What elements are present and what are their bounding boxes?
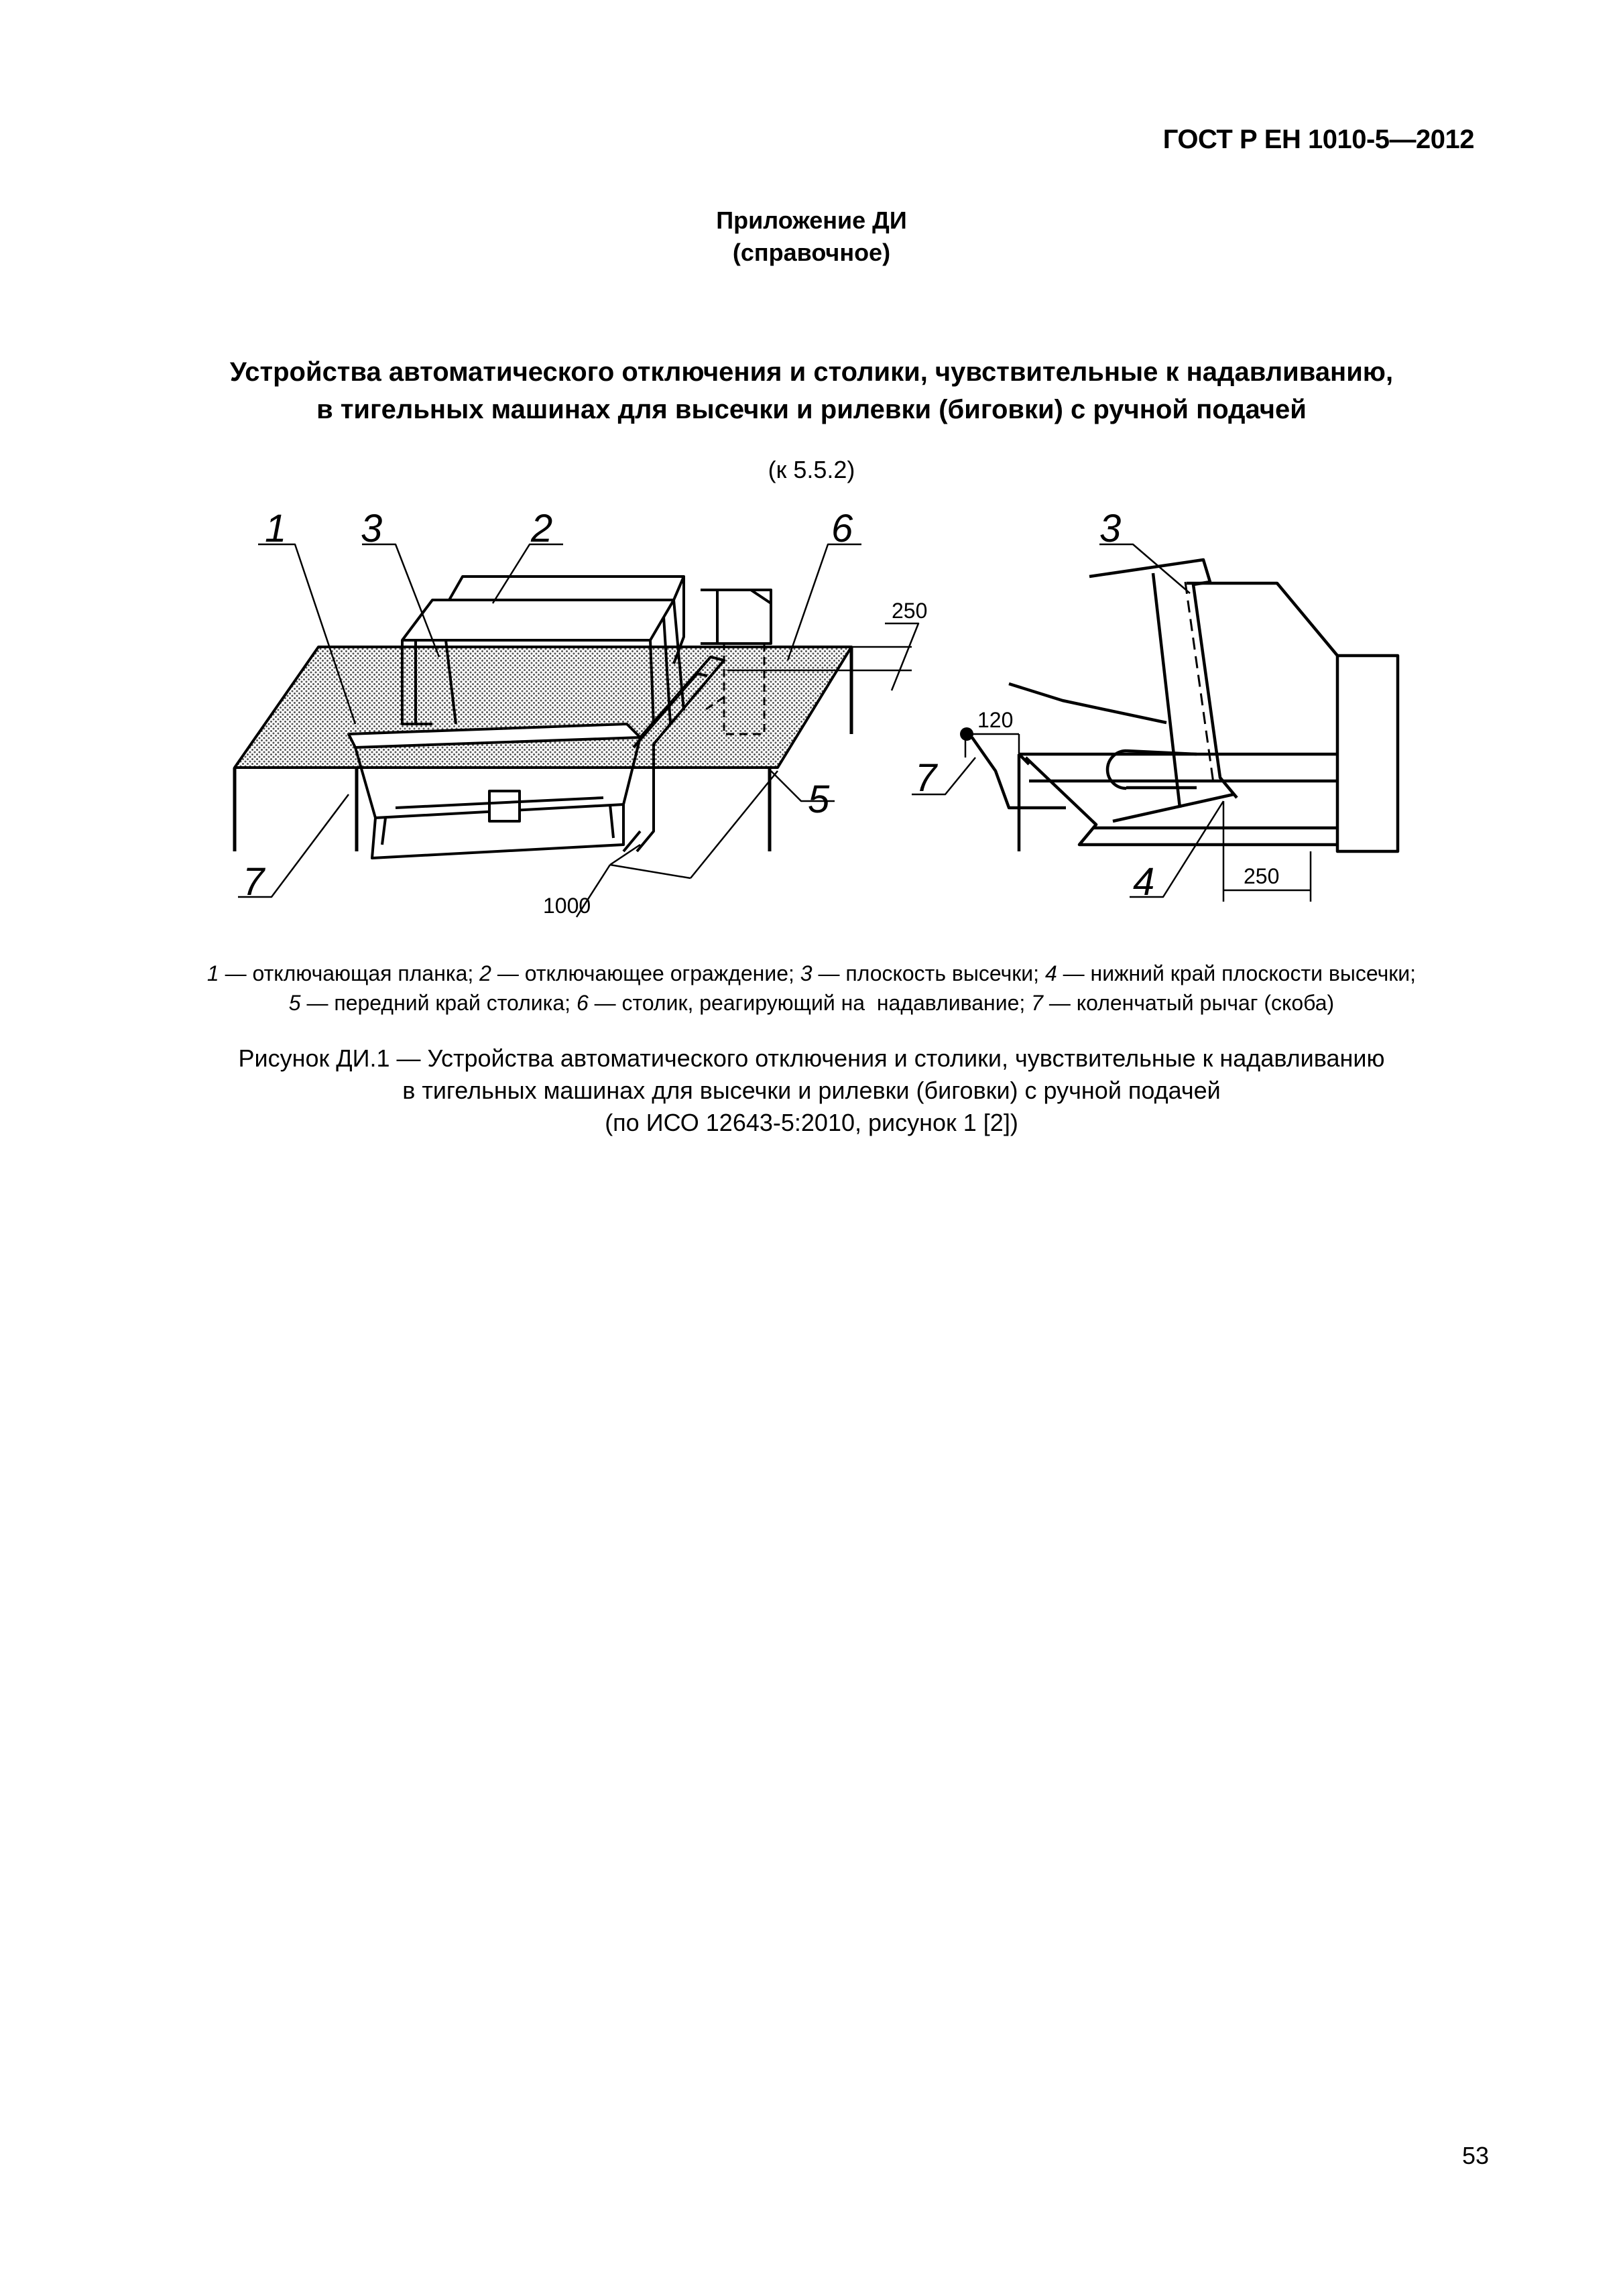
section-title-line2: в тигельных машинах для высечки и рилевки (биговки) с ручной подачей (316, 395, 1307, 424)
dim-250-top: 250 (892, 599, 928, 623)
dim-1000: 1000 (543, 894, 591, 918)
figure-legend (0, 959, 1623, 1018)
right-label-7: 7 (915, 756, 937, 800)
figure-caption-line3: (по ИСО 12643-5:2010, рисунок 1 [2]) (605, 1109, 1018, 1136)
figure-drawing (0, 0, 1623, 952)
figure-caption-line1: Рисунок ДИ.1 — Устройства автоматического отключения и столики, чувствительные к надавливанию (238, 1044, 1385, 1072)
appendix-title: Приложение ДИ (716, 206, 907, 234)
dim-120: 120 (977, 708, 1014, 732)
right-side-view (912, 507, 1398, 904)
figure-caption (0, 1042, 1623, 1139)
left-label-2: 2 (531, 507, 553, 550)
right-label-4: 4 (1133, 860, 1155, 904)
legend-line2: 5 — передний край столика; 6 — столик, реагирующий на надавливание; 7 — коленчатый рычаг (скоба) (288, 991, 1335, 1015)
figure-caption-line2: в тигельных машинах для высечки и рилевки (биговки) с ручной подачей (402, 1077, 1221, 1104)
machine-side-profile (972, 560, 1398, 851)
standard-designation: ГОСТ Р ЕН 1010-5—2012 (1162, 125, 1474, 154)
pressure-sensitive-table (235, 647, 851, 768)
page-number: 53 (1461, 2142, 1489, 2169)
left-label-3: 3 (361, 507, 383, 550)
left-label-5: 5 (808, 778, 830, 821)
left-label-7: 7 (243, 860, 265, 904)
right-leaders (912, 544, 1311, 902)
dim-250-bottom: 250 (1244, 864, 1280, 888)
clause-reference: (к 5.5.2) (768, 456, 855, 483)
lever-knob (960, 727, 973, 741)
left-isometric-view (235, 507, 927, 918)
legend-line1: 1 — отключающая планка; 2 — отключающее ограждение; 3 — плоскость высечки; 4 — нижний край плоскости высечки; (206, 961, 1417, 985)
left-label-1: 1 (265, 507, 287, 550)
appendix-status: (справочное) (732, 239, 891, 266)
section-title-line1: Устройства автоматического отключения и столики, чувствительные к надавливанию, (229, 357, 1394, 387)
right-label-3: 3 (1099, 507, 1122, 550)
left-label-6: 6 (831, 507, 853, 550)
